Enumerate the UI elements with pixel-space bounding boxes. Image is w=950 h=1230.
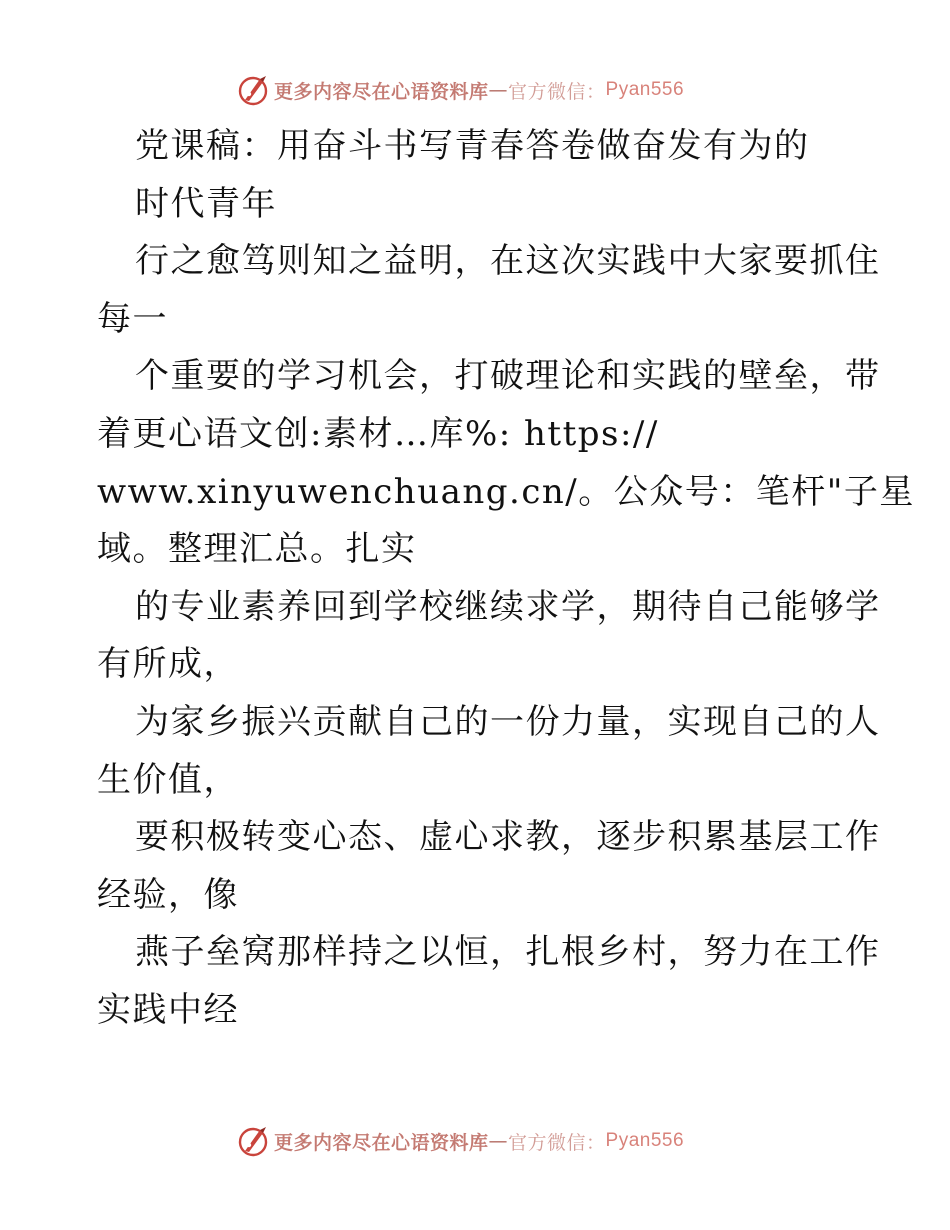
banner-main-text: 更多内容尽在心语资料库 [274, 80, 489, 103]
banner-dash: — [488, 1130, 509, 1152]
header-banner [236, 70, 684, 110]
banner-wechat-id: Pyan556 [605, 1130, 685, 1151]
paragraph-line: 为家乡振兴贡献自己的一份力量，实现自己的人 [135, 701, 881, 742]
paragraph-line: 有所成， [97, 644, 239, 685]
paragraph-line: 着更心语文创:素材…库%: https:// [97, 413, 659, 454]
document-title-line-1: 党课稿：用奋斗书写青春答卷做奋发有为的 [135, 126, 810, 166]
paragraph-line: 的专业素养回到学校继续求学，期待自己能够学 [135, 586, 881, 627]
paragraph-line: 个重要的学习机会，打破理论和实践的壁垒，带 [135, 356, 881, 397]
paragraph-line: 生价值， [97, 759, 239, 800]
paragraph-line: 域。整理汇总。扎实 [97, 529, 417, 570]
paragraph-line: 实践中经 [97, 989, 239, 1030]
quill-pen-logo-icon [236, 73, 270, 107]
paragraph-line: 行之愈笃则知之益明，在这次实践中大家要抓住 [135, 241, 881, 282]
banner-main-text: 更多内容尽在心语资料库 [274, 1131, 489, 1154]
banner-wechat-id: Pyan556 [605, 79, 685, 100]
paragraph-line: 要积极转变心态、虚心求教，逐步积累基层工作 [135, 817, 881, 858]
paragraph-line: 燕子垒窝那样持之以恒，扎根乡村，努力在工作 [135, 932, 881, 973]
footer-banner [236, 1121, 684, 1161]
banner-wechat-label: 官方微信： [508, 80, 606, 103]
paragraph-line: 每一 [97, 298, 168, 339]
banner-wechat-label: 官方微信： [508, 1131, 606, 1154]
banner-dash: — [488, 79, 509, 101]
paragraph-line: 经验，像 [97, 874, 239, 915]
document-body [97, 118, 915, 1040]
paragraph-line: www.xinyuwenchuang.cn/。公众号：笔杆"子星 [97, 471, 915, 512]
quill-pen-logo-icon [236, 1124, 270, 1158]
document-title-line-2: 时代青年 [135, 183, 277, 224]
